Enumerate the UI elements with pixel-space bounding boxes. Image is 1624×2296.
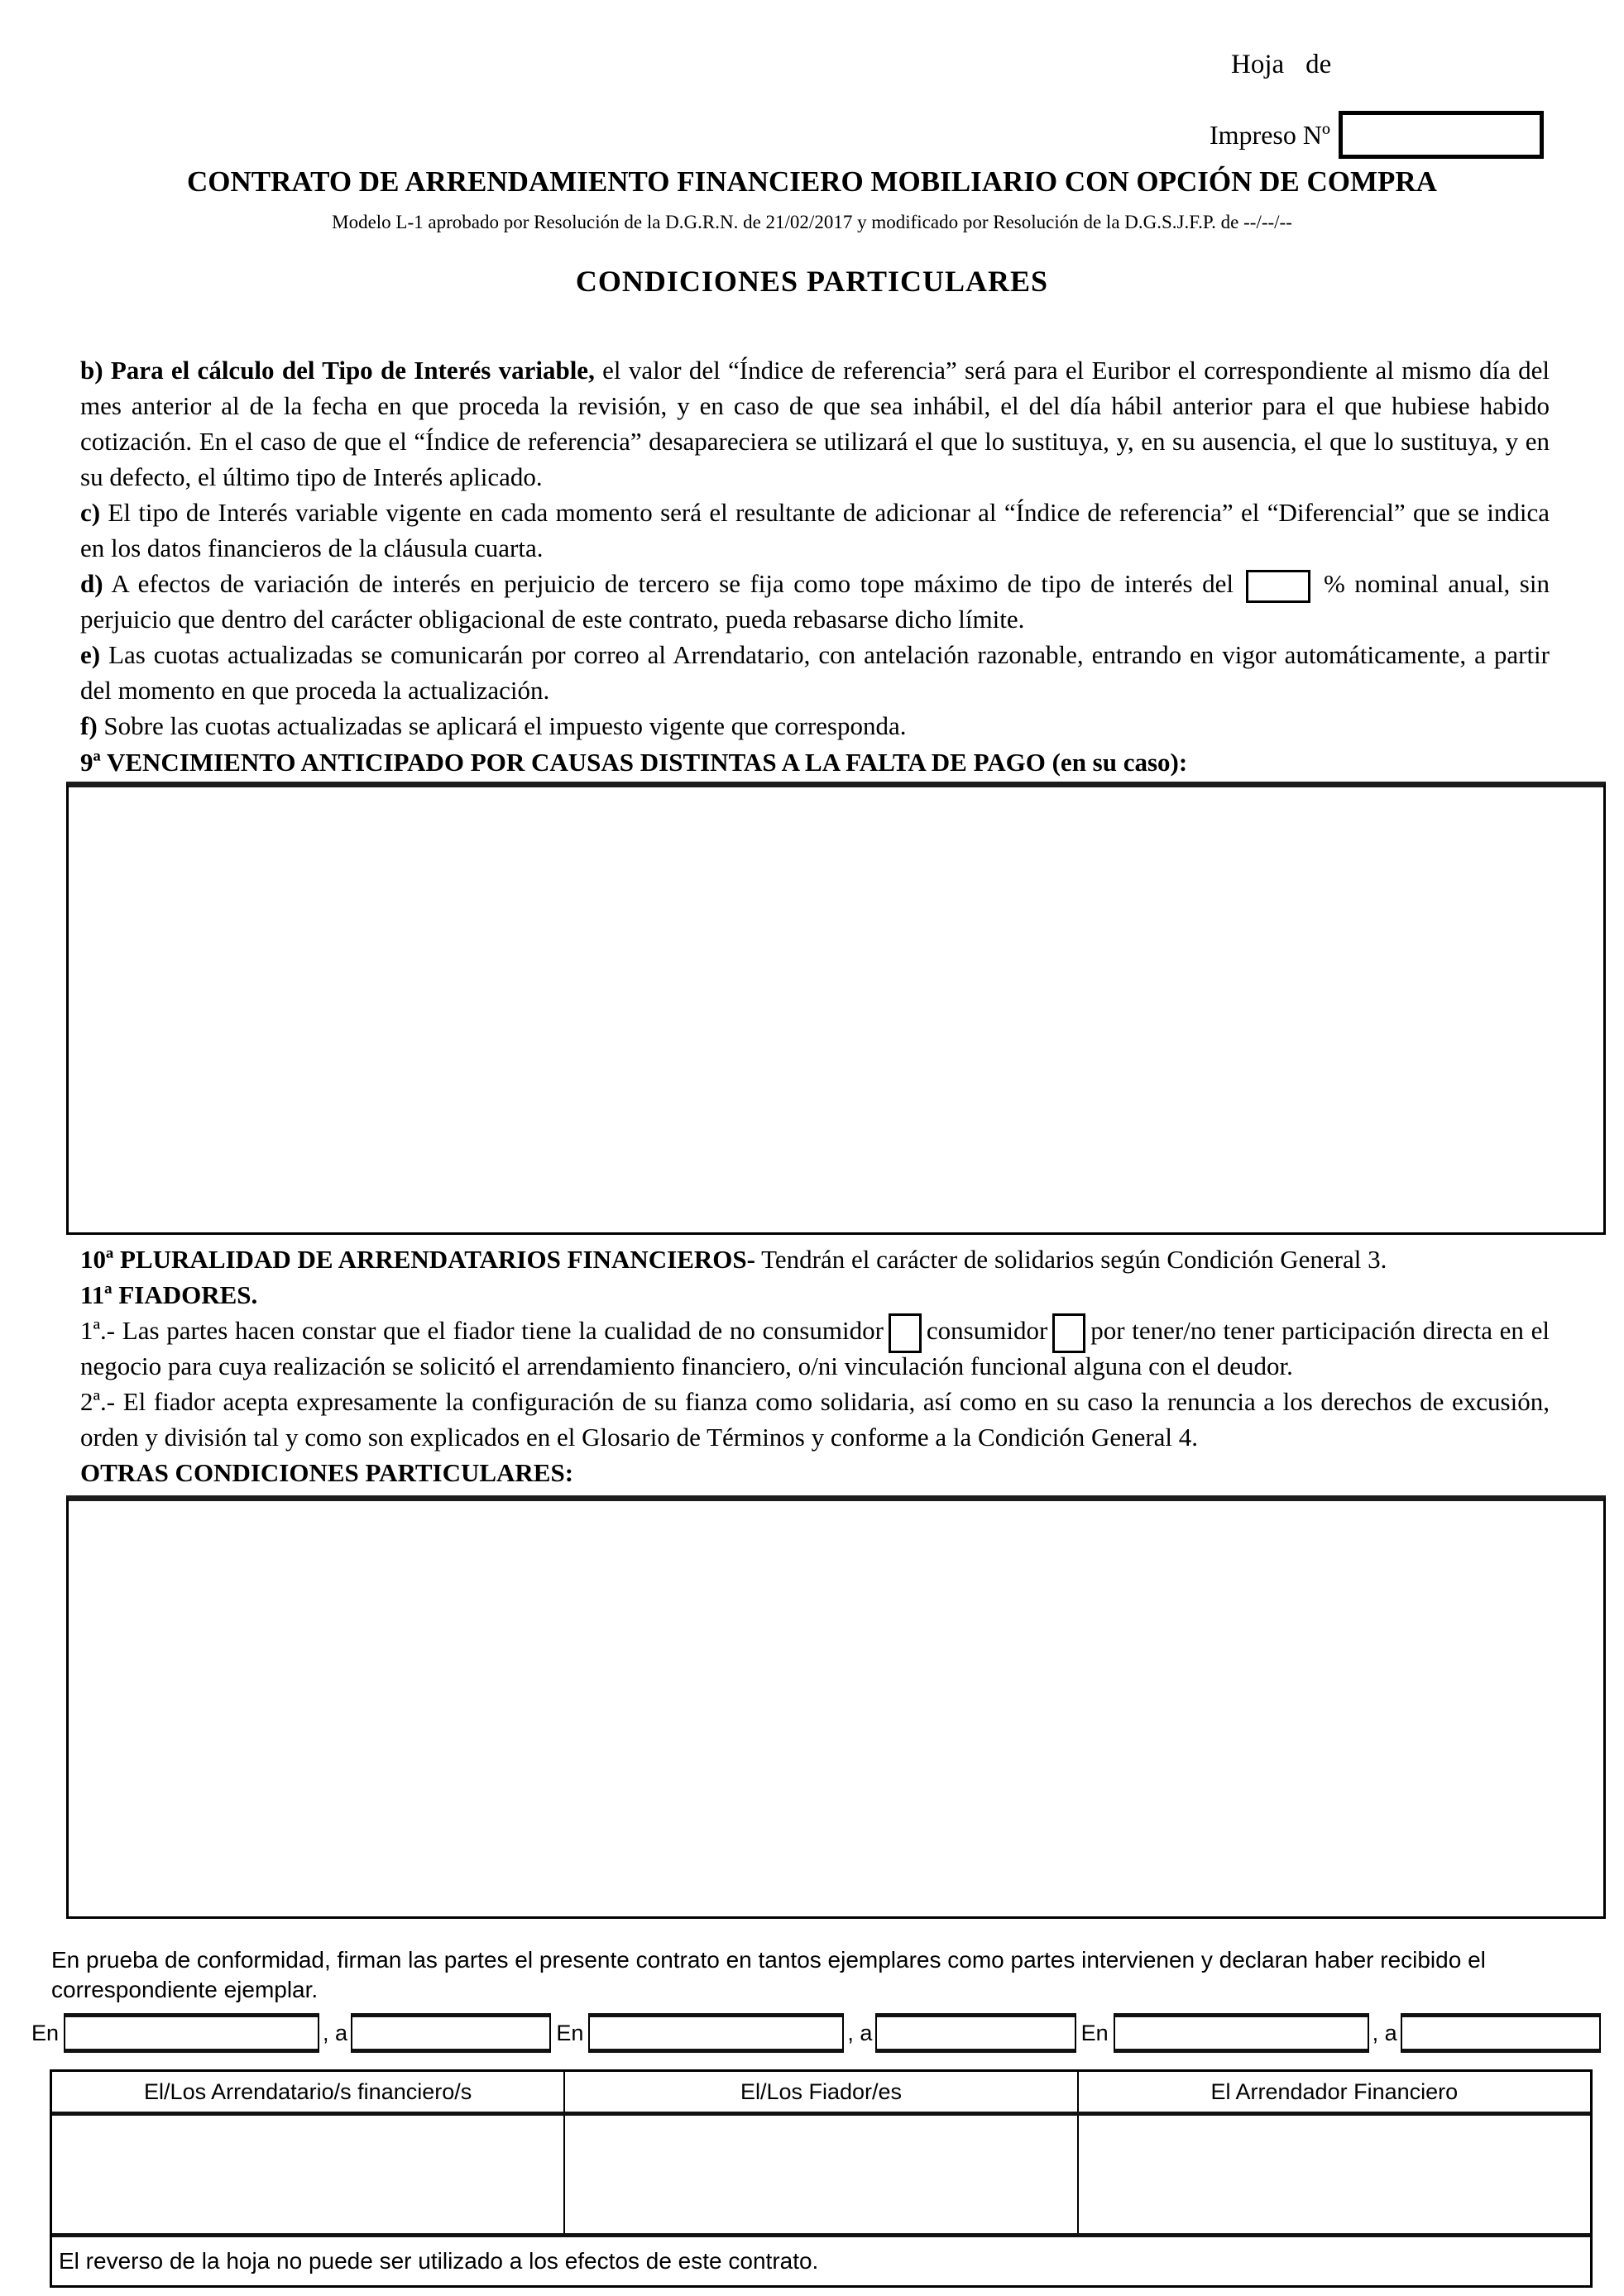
clause-11-item1-after: por tener/no tener participación directa en el negocio para cuya realización se solicitó el arrendamiento financiero, o/ni vinculación funcional alguna con el deudor. <box>80 1316 1550 1380</box>
clause-c-lead: c) <box>80 498 101 527</box>
clause-11-item1-before: 1ª.- Las partes hacen constar que el fiador tiene la cualidad de no consumidor <box>80 1316 884 1345</box>
signature-table-header <box>52 2072 1590 2116</box>
signature-table <box>50 2069 1593 2288</box>
early-termination-input-box[interactable] <box>66 782 1606 1235</box>
model-subtitle: Modelo L-1 aprobado por Resolución de la D.G.R.N. de 21/02/2017 y modificado por Resolución de la D.G.S.J.F.P. de --/--/-- <box>332 212 1292 232</box>
clause-10-lead: 10ª PLURALIDAD DE ARRENDATARIOS FINANCIEROS- <box>80 1245 755 1274</box>
en-label: En <box>31 2020 60 2045</box>
clause-10 <box>80 1241 1550 1277</box>
clause-e-text: Las cuotas actualizadas se comunicarán por correo al Arrendatario, con antelación razonable, entrando en vigor automáticamente, a partir del momento en que proceda la actualización. <box>80 640 1550 705</box>
consumer-checkbox[interactable] <box>1052 1313 1085 1353</box>
header-lessor: El Arrendador Financiero <box>1077 2072 1590 2112</box>
a-label: , a <box>847 2020 873 2045</box>
header-lessees: El/Los Arrendatario/s financiero/s <box>144 2078 472 2104</box>
clause-f-lead: f) <box>80 711 98 740</box>
no-consumer-checkbox[interactable] <box>889 1313 922 1353</box>
en-label: En <box>556 2020 584 2045</box>
date-input-3[interactable] <box>1401 2013 1601 2053</box>
place-input-3[interactable] <box>1114 2013 1369 2053</box>
hoja-de-label: de <box>1305 50 1332 79</box>
clause-d <box>80 566 1550 637</box>
place-date-group-3 <box>1081 2013 1601 2053</box>
other-conditions-input-box[interactable] <box>66 1495 1606 1919</box>
clause-d-text-before: A efectos de variación de interés en perjuicio de tercero se fija como tope máximo de tipo de interés del <box>103 569 1243 598</box>
lessees-signature-cell[interactable] <box>52 2116 563 2233</box>
place-date-group-1 <box>31 2013 551 2053</box>
clause-d-text-after: % nominal anual, sin perjuicio que dentro del carácter obligacional de este contrato, pueda rebasarse dicho límite. <box>80 569 1550 634</box>
clause-11-item-2: 2ª.- El fiador acepta expresamente la configuración de su fianza como solidaria, así como en su caso la renuncia a los derechos de excusión, orden y división tal y como son explicados en el Glosario de Términos y conforme a la Condición General 4. <box>80 1387 1550 1452</box>
clause-f <box>80 708 1550 744</box>
contract-title: CONTRATO DE ARRENDAMIENTO FINANCIERO MOBILIARIO CON OPCIÓN DE COMPRA <box>187 165 1437 198</box>
place-input-1[interactable] <box>64 2013 319 2053</box>
clause-f-text: Sobre las cuotas actualizadas se aplicará el impuesto vigente que corresponda. <box>97 711 907 740</box>
clause-11-heading: 11ª FIADORES. <box>80 1280 258 1309</box>
en-label: En <box>1080 2020 1109 2045</box>
date-input-1[interactable] <box>351 2013 551 2053</box>
place-date-group-2 <box>556 2013 1075 2053</box>
hoja-label: Hoja <box>1231 50 1285 79</box>
guarantors-signature-cell[interactable] <box>563 2116 1076 2233</box>
clause-c-text: El tipo de Interés variable vigente en cada momento será el resultante de adicionar al “Índice de referencia” el “Diferencial” que se indica en los datos financieros de la cláusula cuarta. <box>80 498 1550 562</box>
header-guarantors: El/Los Fiador/es <box>563 2072 1076 2112</box>
variable-interest-clauses <box>80 352 1550 744</box>
clause-b <box>80 352 1550 495</box>
clause-11-item-1 <box>80 1313 1550 1384</box>
lessor-signature-cell[interactable] <box>1077 2116 1590 2233</box>
place-input-2[interactable] <box>588 2013 844 2053</box>
clause-e-lead: e) <box>80 640 101 669</box>
clause-d-lead: d) <box>80 569 103 598</box>
other-conditions-heading: OTRAS CONDICIONES PARTICULARES: <box>80 1458 574 1487</box>
clause-c <box>80 495 1550 566</box>
clause-11-item1-mid: consumidor <box>926 1316 1048 1345</box>
footer-note: El reverso de la hoja no puede ser utilizado a los efectos de este contrato. <box>59 2248 819 2274</box>
section-heading: CONDICIONES PARTICULARES <box>575 265 1049 298</box>
clauses-10-11 <box>80 1241 1550 1490</box>
impreso-number-input[interactable] <box>1339 111 1544 159</box>
signature-table-body <box>52 2116 1590 2237</box>
interest-cap-input[interactable] <box>1246 570 1310 603</box>
place-date-row <box>31 2013 1601 2053</box>
clause-b-lead: b) Para el cálculo del Tipo de Interés variable, <box>80 356 595 385</box>
clause-10-text: Tendrán el carácter de solidarios según Condición General 3. <box>755 1245 1387 1274</box>
a-label: , a <box>1372 2020 1397 2045</box>
impreso-line <box>1210 111 1544 159</box>
clause-9-heading: 9ª VENCIMIENTO ANTICIPADO POR CAUSAS DISTINTAS A LA FALTA DE PAGO (en su caso): <box>80 748 1188 777</box>
clause-e <box>80 637 1550 708</box>
clause-b-text: el valor del “Índice de referencia” será para el Euribor el correspondiente al mismo día del mes anterior al de la fecha en que proceda la revisión, y en caso de que sea inhábil, el del día hábil anterior para el que hubiese habido cotización. En el caso de que el “Índice de referencia” desapareciera se utilizará el que lo sustituya, y, en su ausencia, el que lo sustituya, y en su defecto, el último tipo de Interés aplicado. <box>80 356 1550 491</box>
impreso-label: Impreso Nº <box>1210 119 1330 150</box>
date-input-2[interactable] <box>875 2013 1075 2053</box>
hoja-de-line <box>1231 50 1331 80</box>
conformity-text: En prueba de conformidad, firman las partes el presente contrato en tantos ejemplares como partes intervienen y declaran haber recibido el correspondiente ejemplar. <box>51 1947 1486 2002</box>
a-label: , a <box>323 2020 348 2045</box>
